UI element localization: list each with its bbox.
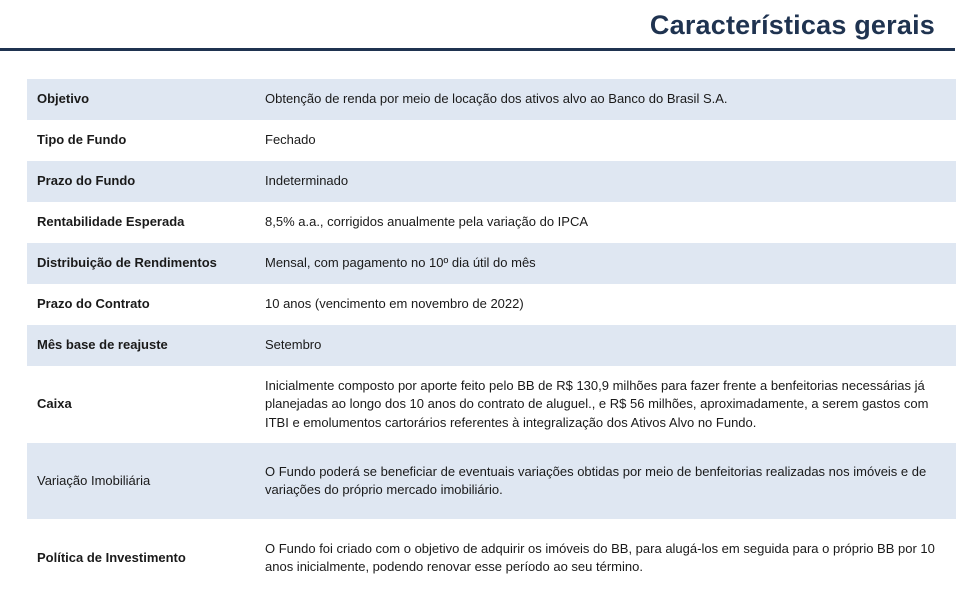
table-row-caixa: [27, 366, 956, 443]
table-row-prazo-do-fundo: [27, 161, 956, 202]
row-label: Caixa: [37, 396, 72, 412]
row-value: 10 anos (vencimento em novembro de 2022): [265, 296, 524, 312]
page-title: Características gerais: [649, 10, 935, 40]
characteristics-table: [27, 79, 956, 597]
row-label: Objetivo: [37, 91, 90, 107]
table-row-distribuicao-de-rendimentos: [27, 243, 956, 284]
table-row-tipo-de-fundo: [27, 120, 956, 161]
row-label: Prazo do Fundo: [37, 173, 136, 189]
row-label: Tipo de Fundo: [37, 132, 127, 148]
row-value: Mensal, com pagamento no 10º dia útil do mês: [265, 255, 536, 271]
row-value: Indeterminado: [265, 173, 349, 189]
row-value: 8,5% a.a., corrigidos anualmente pela variação do IPCA: [265, 214, 589, 230]
table-row-rentabilidade-esperada: [27, 202, 956, 243]
row-label: Variação Imobiliária: [37, 472, 151, 488]
row-label: Prazo do Contrato: [37, 296, 150, 312]
row-label: Distribuição de Rendimentos: [37, 255, 217, 271]
row-label: Rentabilidade Esperada: [37, 214, 185, 230]
row-value: O Fundo poderá se beneficiar de eventuais variações obtidas por meio de benfeitorias realizadas nos imóveis e de variações do próprio mercado imobiliário.: [265, 463, 927, 497]
table-row-politica-de-investimento: [27, 519, 956, 597]
table-row-objetivo: [27, 79, 956, 120]
table-row-prazo-do-contrato: [27, 284, 956, 325]
table-row-mes-base-de-reajuste: [27, 325, 956, 366]
row-value: Inicialmente composto por aporte feito pelo BB de R$ 130,9 milhões para fazer frente a benfeitorias necessárias já planejadas ao longo dos 10 anos do contrato de aluguel., e R$ 56 milhões, aproximadamente, a serem gastos com ITBI e emolumentos cartorários referentes à integralização dos Ativos Alvo no Fundo.: [265, 377, 929, 430]
row-value: Fechado: [265, 132, 316, 148]
table-row-variacao-imobiliaria: [27, 443, 956, 519]
row-label: Mês base de reajuste: [37, 337, 168, 353]
row-value: O Fundo foi criado com o objetivo de adquirir os imóveis do BB, para alugá-los em seguida para o próprio BB por 10 anos inicialmente, podendo renovar esse período ao seu término.: [265, 540, 935, 574]
row-label: Política de Investimento: [37, 549, 186, 565]
row-value: Obtenção de renda por meio de locação dos ativos alvo ao Banco do Brasil S.A.: [265, 91, 728, 107]
row-value: Setembro: [265, 337, 322, 353]
title-underline: [0, 48, 955, 51]
